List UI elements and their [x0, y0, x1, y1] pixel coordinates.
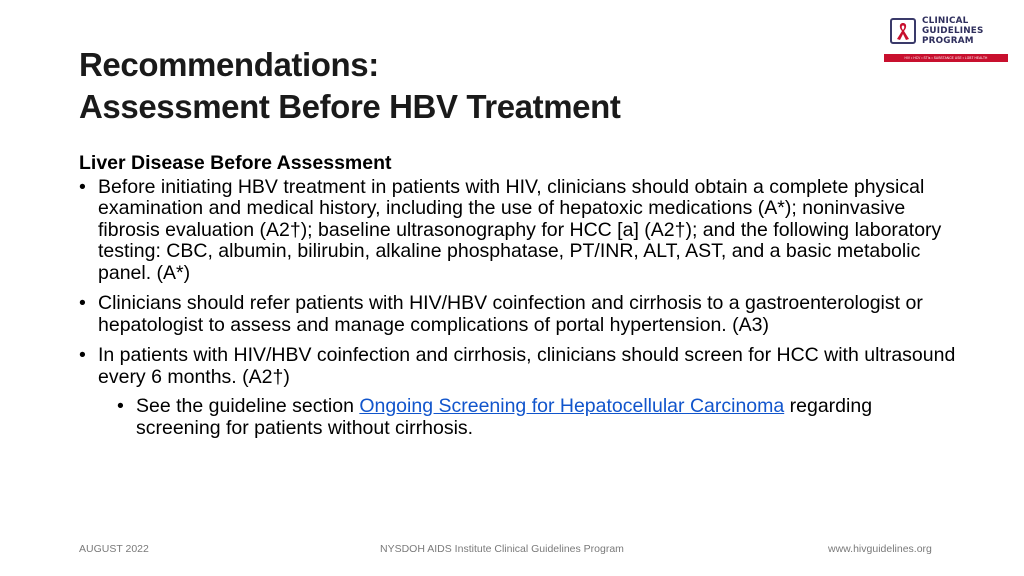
title-line-2: Assessment Before HBV Treatment [79, 88, 621, 125]
logo-line-1: CLINICAL [922, 16, 969, 26]
logo-tagline: HIV • HCV • STIs • SUBSTANCE USE • LGBT HEALTH [884, 54, 1008, 62]
footer-date: AUGUST 2022 [79, 543, 149, 555]
section-subheading: Liver Disease Before Assessment [79, 152, 392, 174]
title-line-1: Recommendations: [79, 46, 379, 83]
hcc-screening-link[interactable]: Ongoing Screening for Hepatocellular Carcinoma [359, 395, 785, 417]
bullet-item: • Before initiating HBV treatment in patients with HIV, clinicians should obtain a complete physical examination and medical history, including the use of hepatoxic medications (A*); noninvasive fibrosis evaluation (A2†); baseline ultrasonography for HCC [a] (A2†); and the following laboratory testing: CBC, albumin, bilirubin, alkaline phosphatase, PT/INR, ALT, AST, and a basic metabolic panel. (A*) [79, 177, 959, 285]
bullet-list [79, 177, 959, 440]
logo-wordmark [922, 16, 984, 46]
sub-bullet-prefix: See the guideline section [136, 395, 360, 417]
slide-title [79, 44, 839, 128]
logo-line-2: GUIDELINES [922, 26, 984, 36]
sub-bullet-suffix: regarding screening for patients without cirrhosis. [136, 395, 873, 439]
slide-body [79, 153, 959, 439]
ribbon-icon [890, 18, 916, 44]
sub-bullet-list [98, 396, 959, 439]
bullet-text: In patients with HIV/HBV coinfection and cirrhosis, clinicians should screen for HCC with ultrasound every 6 months. (A2†) [98, 344, 956, 388]
clinical-guidelines-logo [884, 14, 1008, 64]
footer-url: www.hivguidelines.org [828, 543, 932, 555]
logo-line-3: PROGRAM [922, 36, 974, 46]
bullet-item: • Clinicians should refer patients with HIV/HBV coinfection and cirrhosis to a gastroenterologist or hepatologist to assess and manage complications of portal hypertension. (A3) [79, 293, 959, 336]
bullet-item [79, 345, 959, 439]
footer-organization: NYSDOH AIDS Institute Clinical Guidelines Program [380, 543, 624, 555]
sub-bullet-item [98, 396, 959, 439]
